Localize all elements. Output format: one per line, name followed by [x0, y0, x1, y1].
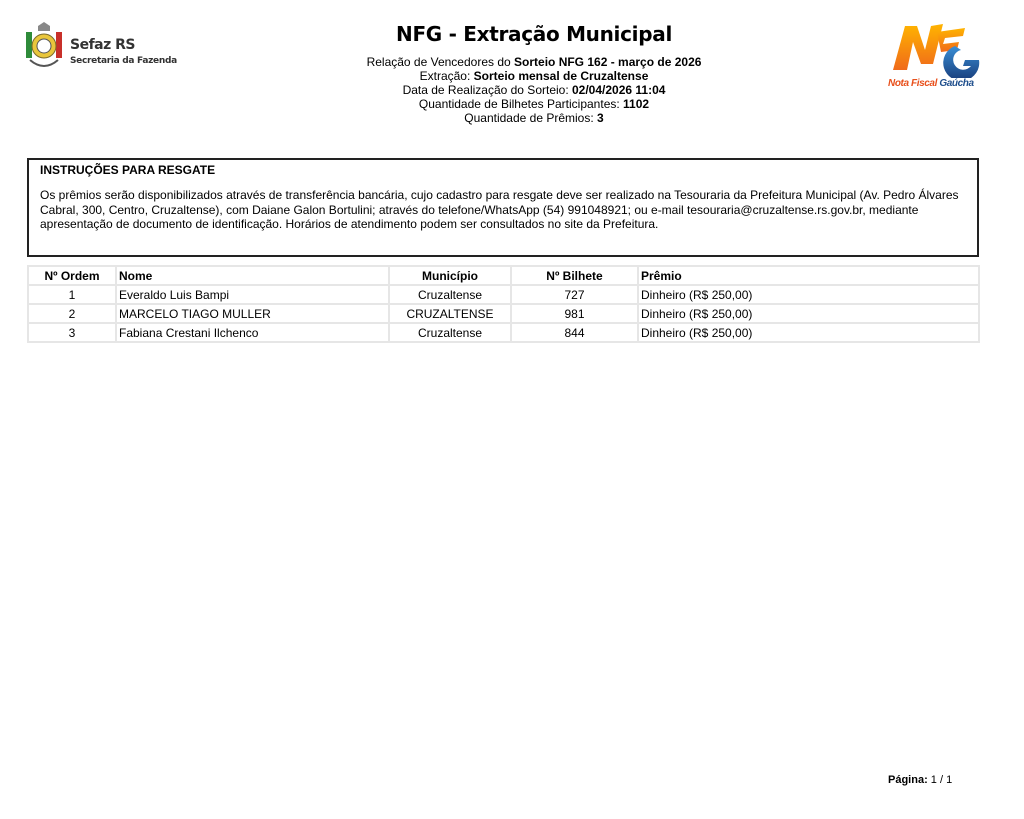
cell-premio: Dinheiro (R$ 250,00)	[638, 304, 979, 323]
cell-municipio: CRUZALTENSE	[389, 304, 511, 323]
nota-fiscal-gaucha-logo	[885, 20, 985, 92]
instructions-text: Os prêmios serão disponibilizados através de transferência bancária, cujo cadastro para resgate deve ser realizado na Tesouraria da Prefeitura Municipal (Av. Pedro Álvares Cabral, 300, Centro, Cruzaltense), com Daiane Galon Bortulini; através do telefone/WhatsApp (54) 991048921; ou e-mail tesouraria@cruzaltense.rs.gov.br, mediante apresentação de documento de identificação. Horários de atendimento podem ser consultados no site da Prefeitura.	[40, 188, 959, 231]
meta-line: Quantidade de Bilhetes Participantes: 1102	[418, 97, 650, 111]
page-number: Página: 1 / 1	[888, 774, 953, 786]
meta-line: Extração: Sorteio mensal de Cruzaltense	[419, 69, 649, 83]
table-row	[28, 285, 979, 304]
cell-bilhete: 844	[511, 323, 638, 342]
cell-nome: MARCELO TIAGO MULLER	[116, 304, 389, 323]
sefaz-title: Sefaz RS	[70, 37, 136, 53]
cell-municipio: Cruzaltense	[389, 323, 511, 342]
cell-nome: Fabiana Crestani Ilchenco	[116, 323, 389, 342]
nfg-logo-icon	[885, 20, 985, 78]
cell-premio: Dinheiro (R$ 250,00)	[638, 285, 979, 304]
meta-line: Quantidade de Prêmios: 3	[464, 111, 604, 125]
table-row	[28, 323, 979, 342]
cell-premio: Dinheiro (R$ 250,00)	[638, 323, 979, 342]
cell-nome: Everaldo Luis Bampi	[116, 285, 389, 304]
col-ordem: Nº Ordem	[28, 266, 116, 285]
sefaz-subtitle: Secretaria da Fazenda	[70, 56, 177, 66]
table-row	[28, 304, 979, 323]
page-title: NFG - Extração Municipal	[396, 22, 672, 46]
col-premio: Prêmio	[638, 266, 979, 285]
draw-metadata	[0, 55, 1024, 125]
cell-ordem: 3	[28, 323, 116, 342]
instructions-box	[27, 158, 979, 257]
winners-table	[27, 265, 980, 343]
nfg-caption: Nota Fiscal Gaúcha	[888, 78, 974, 89]
meta-line: Data de Realização do Sorteio: 02/04/2026 11:04	[402, 83, 666, 97]
col-municipio: Município	[389, 266, 511, 285]
meta-line: Relação de Vencedores do Sorteio NFG 162 - março de 2026	[366, 55, 702, 69]
cell-bilhete: 727	[511, 285, 638, 304]
col-nome: Nome	[116, 266, 389, 285]
cell-bilhete: 981	[511, 304, 638, 323]
table-header-row	[28, 266, 979, 285]
cell-ordem: 2	[28, 304, 116, 323]
cell-ordem: 1	[28, 285, 116, 304]
instructions-heading: INSTRUÇÕES PARA RESGATE	[40, 163, 216, 177]
cell-municipio: Cruzaltense	[389, 285, 511, 304]
col-bilhete: Nº Bilhete	[511, 266, 638, 285]
